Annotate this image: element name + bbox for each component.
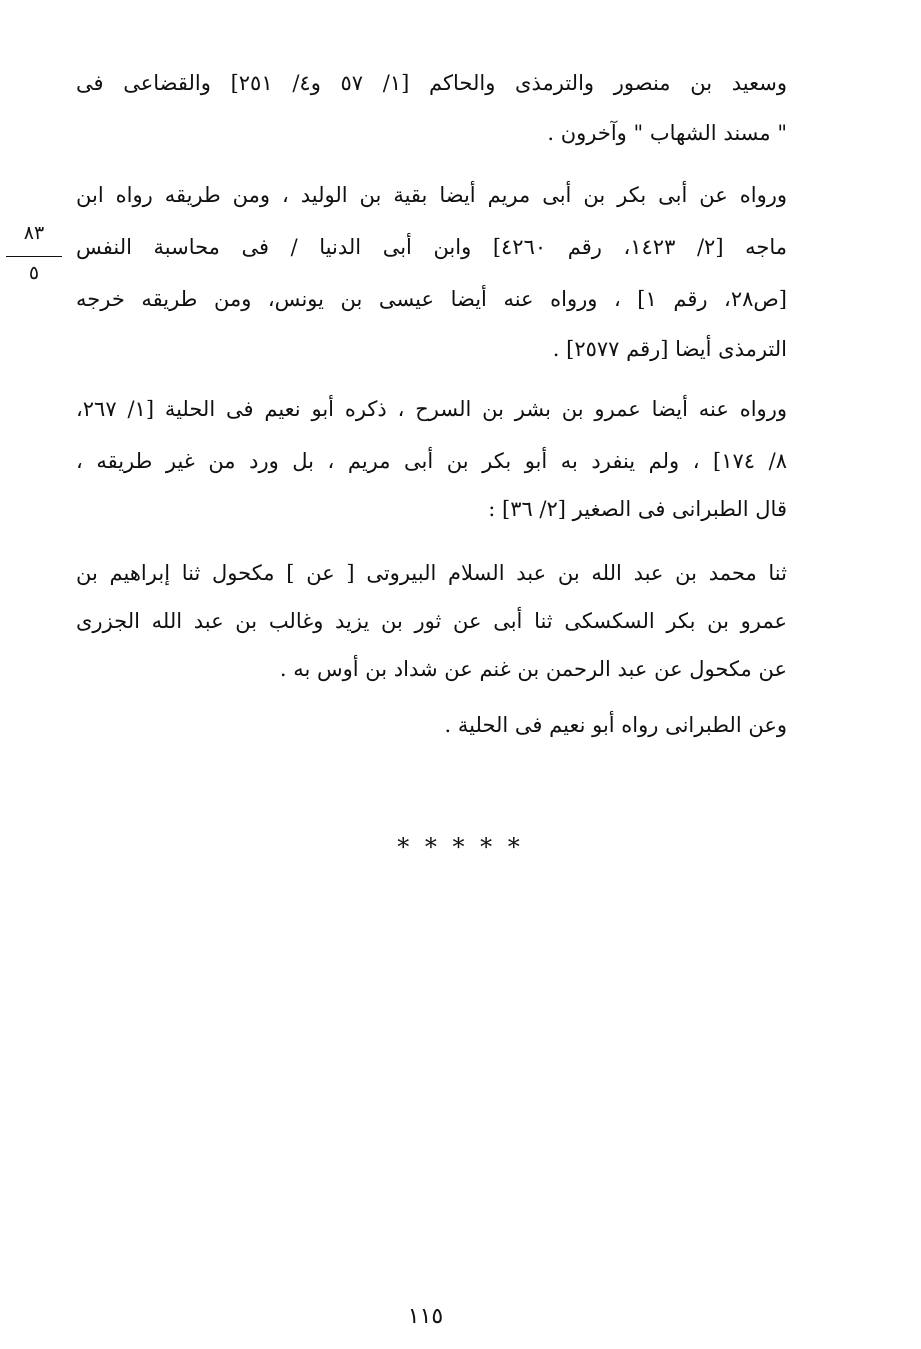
section-separator: * * * * * — [397, 833, 524, 861]
text-line-11: عمرو بن بكر السكسكى ثنا أبى عن ثور بن يزيد وغالب بن عبد الله الجزرى — [76, 609, 787, 633]
text-line-1: وسعيد بن منصور والترمذى والحاكم [١/ ٥٧ و٤/ ٢٥١] والقضاعى فى — [76, 71, 787, 95]
text-line-6: الترمذى أيضا [رقم ٢٥٧٧] . — [552, 337, 787, 361]
text-line-7: ورواه عنه أيضا عمرو بن بشر بن السرح ، ذكره أبو نعيم فى الحلية [١/ ٢٦٧، — [76, 397, 787, 421]
text-line-5: [ص٢٨، رقم ١] ، ورواه عنه أيضا عيسى بن يونس، ومن طريقه خرجه — [76, 287, 787, 311]
text-line-9: قال الطبرانى فى الصغير [٢/ ٣٦] : — [488, 497, 787, 521]
text-line-10: ثنا محمد بن عبد الله بن عبد السلام البيروتى [ عن ] مكحول ثنا إبراهيم بن — [76, 561, 787, 585]
margin-folio-divider — [6, 256, 62, 257]
text-line-12: عن مكحول عن عبد الرحمن بن غنم عن شداد بن أوس به . — [279, 657, 787, 681]
text-line-2: " مسند الشهاب " وآخرون . — [547, 121, 787, 145]
text-line-4: ماجه [٢/ ١٤٢٣، رقم ٤٢٦٠] وابن أبى الدنيا / فى محاسبة النفس — [76, 235, 787, 259]
margin-folio-bottom: ٥ — [28, 262, 40, 284]
text-line-13: وعن الطبرانى رواه أبو نعيم فى الحلية . — [444, 713, 787, 737]
margin-folio-top: ٨٣ — [23, 222, 45, 244]
text-line-3: ورواه عن أبى بكر بن أبى مريم أيضا بقية بن الوليد ، ومن طريقه رواه ابن — [76, 183, 787, 207]
text-line-8: ٨/ ١٧٤] ، ولم ينفرد به أبو بكر بن أبى مريم ، بل ورد من غير طريقه ، — [76, 449, 787, 473]
page-number: ١١٥ — [407, 1304, 444, 1329]
